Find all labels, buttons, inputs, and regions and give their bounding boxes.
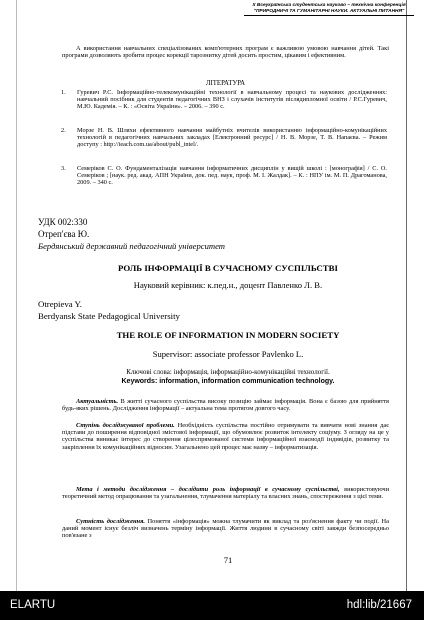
paragraph-text: Необхідність суспільства постійно отримувати та вивчати нові знання дає підстави до поширення відповідної змістової інформації, що обумовлює розвиток інтелекту соціуму. З огляду на це у суспільства виникає інтерес до створення цілеспрямованої системи інформаційної взаємодії індивідів, розвитку та закріплення їх комунікаційних відносин. Узагальнено цей процес має назву – інформатизація. <box>62 422 389 451</box>
university-ua: Бердянський державний педагогічний університет <box>38 241 225 251</box>
reference-item <box>61 127 387 149</box>
author-ua: Отреп'єва Ю. <box>38 229 90 239</box>
body-paragraph <box>62 518 389 540</box>
university-en: Berdyansk State Pedagogical University <box>38 311 180 321</box>
reference-text: Морзе Н. В. Шляхи ефективного навчання майбутніх вчителів використанню інформаційно-комунікаційних технологій в педагогічних навчальних закладах [Електронний ресурс] / Н. В. Морзе, Т. В. Напаєва. – Режим доступу : http://ieach.com.ua/about/publ_intel/. <box>77 127 387 149</box>
footer-handle-link[interactable]: hdl:lib/21667 <box>346 599 412 611</box>
footer-left-label: ELARTU <box>10 599 56 611</box>
body-paragraph <box>62 486 389 500</box>
udc-code: УДК 002:330 <box>38 217 88 227</box>
supervisor-ua: Науковий керівник: к.пед.н., доцент Павленко Л. В. <box>133 280 323 290</box>
reference-text: Гуревич Р.С. Інформаційно-телекомунікаційні технології в навчальному процесі та наукових дослідженнях: навчальний посібник для студентів педагогічних ВНЗ і слухачів інститутів післядипломної освіти / Р.С.Гуревич, М.Ю. Кадемія. – К. : «Освіта України». – 2006. – 390 с. <box>77 89 387 111</box>
paragraph-text: використовуючи теоретичний метод опрацювання та узагальнення, тлумачення матеріалу та власних знань, спостереження з цієї теми. <box>62 486 389 501</box>
reference-item <box>61 89 387 111</box>
supervisor-en: Supervisor: associate professor Pavlenko L. <box>152 349 304 359</box>
paragraph-text: В житті сучасного суспільства високу позицію займає інформація. Вона є базою для прийняття будь-яких рішень. Дослідження інформації – актуальна тема протягом довгого часу. <box>62 398 389 413</box>
header-rule <box>244 15 414 16</box>
reference-number: 2. <box>61 127 66 134</box>
paragraph-heading: Мета і методи дослідження – дослідити роль інформації в сучасному суспільстві, <box>76 486 340 493</box>
conference-header <box>249 3 409 14</box>
intro-paragraph: А використання навчальних спеціалізованих комп'ютерних програм є важливою умовою навчання дітей. Такі програми дозволяють зробити процес корекції тарознитку дітей досить простим, цікавим і ефективним. <box>62 45 389 60</box>
scanned-page <box>16 0 407 591</box>
conference-line-2: "ПРИРОДНИЧІ ТА ГУМАНІТАРНІ НАУКИ. АКТУАЛЬНІ ПИТАННЯ" <box>253 8 405 14</box>
paragraph-heading: Сутність дослідження. <box>76 518 145 525</box>
body-paragraph <box>62 422 389 451</box>
paragraph-text: Поняття «інформація» можна тлумачити як виклад та роз'яснення факту чи події. На даний момент існує безліч визначень терміну інформації. Життя людини в сучасному світі завжди безпосередньо пов'язане з <box>62 518 389 540</box>
keywords-en: Keywords: information, information communication technology. <box>121 378 335 385</box>
reference-text: Семеріков С. О. Фундаменталізація навчання інформатичних дисциплін у вищій школі : [монографія] / С. О. Семеріков ; [наук. ред. акад. АПН України, док. пед. наук, проф. М. І. Жалдак]. – К. : НПУ ім. М. П. Драгоманова, 2009. – 340 с. <box>77 165 387 187</box>
paragraph-heading: Актуальність. <box>76 398 119 405</box>
footer-bar <box>0 591 424 620</box>
references-title: ЛІТЕРАТУРА <box>205 80 246 87</box>
page-number: 71 <box>223 555 233 565</box>
article-title-ua: РОЛЬ ІНФОРМАЦІЇ В СУЧАСНОМУ СУСПІЛЬСТВІ <box>118 263 338 273</box>
author-en: Otrepieva Y. <box>38 299 82 309</box>
keywords-ua: Ключові слова: інформація, інформаційно-комунікаційні технології. <box>126 368 330 376</box>
article-title-en: THE ROLE OF INFORMATION IN MODERN SOCIETY <box>116 330 340 340</box>
body-paragraph <box>62 398 389 412</box>
reference-number: 3. <box>61 165 66 172</box>
conference-line-1: X Всеукраїнська студентська науково – технічна конференція <box>252 3 406 8</box>
paragraph-heading: Ступінь досліджуваної проблеми. <box>76 422 175 429</box>
reference-number: 1. <box>61 89 66 96</box>
reference-item <box>61 165 387 187</box>
